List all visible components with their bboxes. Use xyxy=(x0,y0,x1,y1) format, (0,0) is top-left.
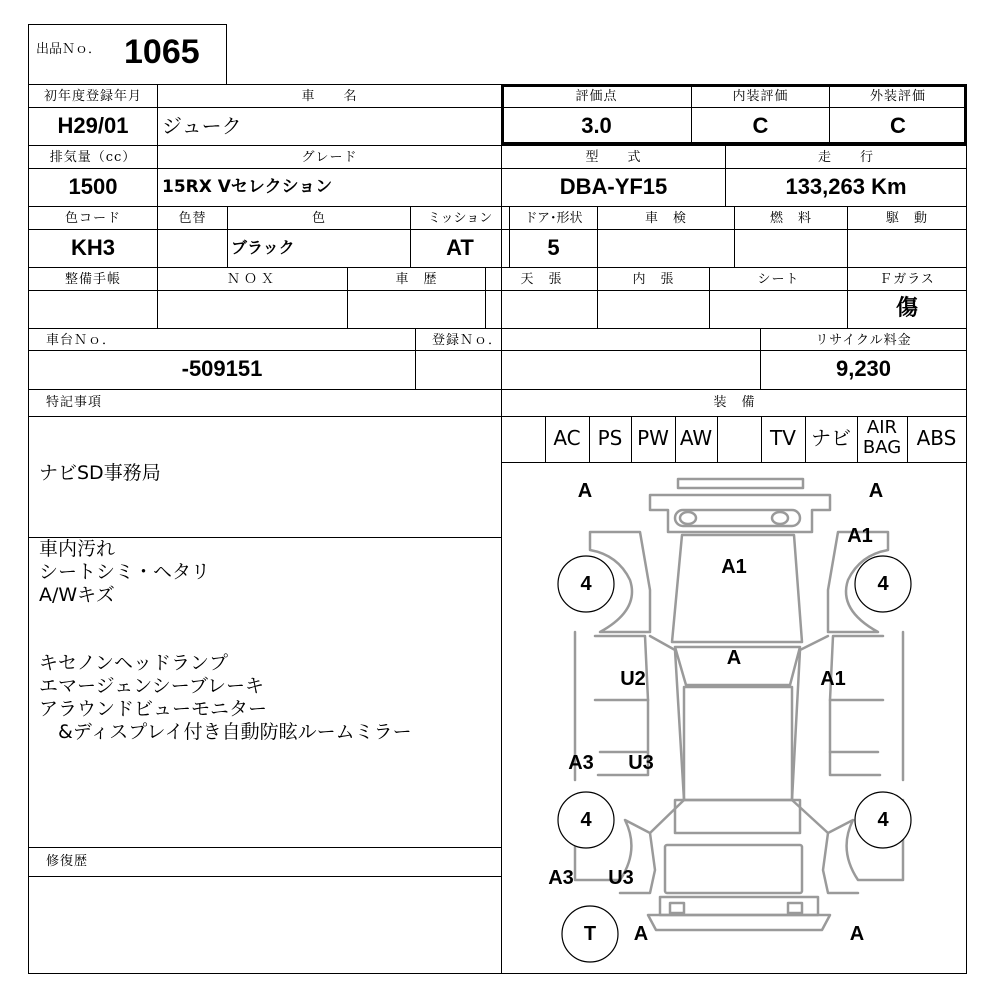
color-value: ブラック xyxy=(231,238,295,257)
door-type-label: ドア･形状 xyxy=(524,211,583,226)
color-code-value: KH3 xyxy=(70,235,115,260)
grade-value: 15RX Vセレクション xyxy=(162,177,333,197)
chassis-no-label: 車台Ｎｏ． xyxy=(46,333,117,348)
model-label: 型 式 xyxy=(585,150,642,165)
equipment-airbag-line2: BAG xyxy=(862,437,902,458)
registration-no-label: 登録Ｎｏ． xyxy=(432,333,503,348)
model-value: DBA-YF15 xyxy=(559,174,668,199)
row-line xyxy=(28,267,967,268)
mark-tire-front-left: 4 xyxy=(580,573,592,595)
f-glass-label: Ｆガラス xyxy=(879,272,935,287)
interior-top-label: 内 張 xyxy=(632,272,675,287)
row-line xyxy=(28,107,967,108)
door-type-value: 5 xyxy=(547,235,560,260)
mark-roof-front: A xyxy=(726,647,742,669)
nox-label: ＮＯＸ xyxy=(226,272,278,287)
row-line xyxy=(28,847,501,848)
equipment-tv: TV xyxy=(770,426,796,450)
color-change-label: 色替 xyxy=(178,211,207,226)
chassis-no-value: -509151 xyxy=(181,356,263,381)
score-label: 評価点 xyxy=(575,89,618,104)
row-line xyxy=(28,229,967,230)
equipment-ps: PS xyxy=(597,426,623,450)
exterior-score-label: 外装評価 xyxy=(869,89,926,104)
equipment-abs: ABS xyxy=(916,426,957,450)
first-registration-label: 初年度登録年月 xyxy=(43,89,142,104)
remark-line: &ディスプレイ付き自動防眩ルームミラー xyxy=(39,721,412,743)
equipment-navi: ナビ xyxy=(811,426,851,450)
row-line xyxy=(28,168,967,169)
mark-left-rear-door-u: U3 xyxy=(628,752,654,774)
interior-score-value: C xyxy=(752,113,769,138)
inspection-label: 車 検 xyxy=(644,211,687,226)
car-damage-diagram xyxy=(502,463,966,973)
first-registration-value: H29/01 xyxy=(57,113,129,138)
remark-line: 車内汚れ xyxy=(39,538,116,560)
mark-left-front-door: U2 xyxy=(620,668,646,690)
equipment-airbag xyxy=(857,418,907,458)
recycle-fee-label: リサイクル料金 xyxy=(815,333,912,348)
mileage-label: 走 行 xyxy=(817,150,874,165)
seat-label: シート xyxy=(757,272,800,287)
remark-line: アラウンドビューモニター xyxy=(39,698,268,720)
row-line xyxy=(28,876,501,877)
equipment-pw: PW xyxy=(637,426,669,450)
mark-left-rear-fender-a: A3 xyxy=(548,867,574,889)
row-line xyxy=(28,206,967,207)
equipment-aw: AW xyxy=(679,426,713,450)
remark-line: ナビSD事務局 xyxy=(39,462,161,484)
mark-left-rear-door-a: A3 xyxy=(568,752,594,774)
row-line xyxy=(28,328,967,329)
car-name-label: 車 名 xyxy=(301,89,358,104)
mark-front-right-corner: A xyxy=(868,480,884,502)
recycle-fee-value: 9,230 xyxy=(835,356,892,381)
drive-label: 駆 動 xyxy=(885,211,928,226)
mark-front-left-corner: A xyxy=(577,480,593,502)
sunroof-label: 天 張 xyxy=(520,272,563,287)
lot-number-label: 出品Ｎｏ． xyxy=(36,42,102,57)
mark-rear-left: A xyxy=(633,923,649,945)
mark-spare-tire: T xyxy=(583,923,597,945)
transmission-value: AT xyxy=(446,235,474,260)
mark-tire-front-right: 4 xyxy=(877,573,889,595)
displacement-value: 1500 xyxy=(68,174,118,199)
history-label: 車 歴 xyxy=(395,272,438,287)
f-glass-value: 傷 xyxy=(895,296,918,321)
remark-line: A/Wキズ xyxy=(39,584,115,606)
transmission-label: ミッション xyxy=(427,211,493,226)
col-line xyxy=(717,416,718,462)
displacement-label: 排気量（cc） xyxy=(49,150,137,165)
row-line xyxy=(28,290,967,291)
remark-line: シートシミ・ヘタリ xyxy=(39,561,211,583)
equipment-ac: AC xyxy=(553,426,581,450)
mark-hood: A1 xyxy=(721,556,747,578)
mark-left-rear-fender-u: U3 xyxy=(608,867,634,889)
interior-score-label: 内装評価 xyxy=(732,89,789,104)
fuel-label: 燃 料 xyxy=(769,211,812,226)
maintenance-log-label: 整備手帳 xyxy=(64,272,121,287)
lot-number: 1065 xyxy=(124,33,200,71)
exterior-score-value: C xyxy=(890,113,906,138)
equipment-airbag-line1: AIR xyxy=(866,417,898,438)
col-line xyxy=(415,328,416,389)
color-code-label: 色コード xyxy=(64,211,121,226)
equipment-label: 装 備 xyxy=(713,395,756,410)
remarks-label: 特記事項 xyxy=(46,395,103,410)
mark-tire-rear-left: 4 xyxy=(580,809,592,831)
remark-line: キセノンヘッドランプ xyxy=(39,652,229,674)
mark-tire-rear-right: 4 xyxy=(877,809,889,831)
mark-right-fender: A1 xyxy=(847,525,873,547)
mileage-value: 133,263 Km xyxy=(785,174,907,199)
remark-line: エマージェンシーブレーキ xyxy=(39,675,265,697)
color-label: 色 xyxy=(311,211,326,226)
repair-history-label: 修復歴 xyxy=(46,854,89,869)
row-line xyxy=(28,389,967,390)
mark-right-front-door: A1 xyxy=(820,668,846,690)
grade-label: グレード xyxy=(301,150,358,165)
row-line xyxy=(28,416,967,417)
score-value: 3.0 xyxy=(581,113,612,138)
car-name-value: ジューク xyxy=(162,114,242,138)
row-line xyxy=(28,145,967,146)
mark-rear-right: A xyxy=(849,923,865,945)
